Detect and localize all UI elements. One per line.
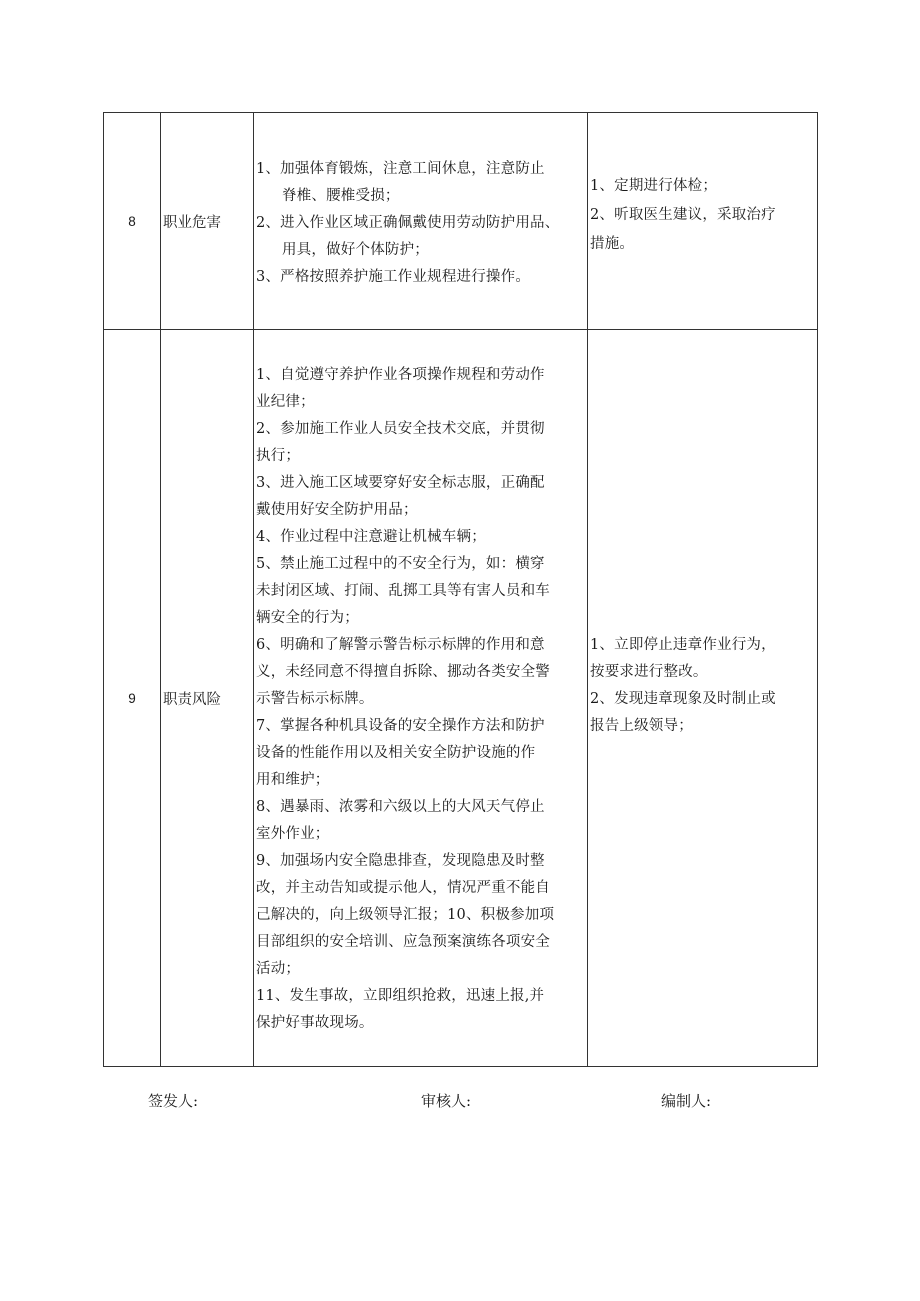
requirement-line: 戴使用好安全防护用品；	[256, 501, 418, 518]
requirement-item	[256, 156, 587, 210]
requirement-item	[256, 551, 587, 632]
requirements-cell	[254, 113, 588, 330]
signature-row	[0, 1090, 920, 1114]
requirement-item	[256, 848, 587, 983]
requirement-item	[256, 983, 587, 1037]
requirement-line: 己解决的，向上级领导汇报；10、积极参加项	[256, 906, 555, 923]
action-item	[590, 172, 817, 201]
risk-table	[103, 112, 818, 1067]
requirement-line: 11、发生事故，立即组织抢救，迅速上报,并	[256, 987, 545, 1004]
requirement-line: 业纪律；	[256, 393, 315, 410]
actions-list	[588, 632, 817, 764]
action-item	[590, 686, 817, 740]
action-line: 1、定期进行体检；	[590, 177, 718, 194]
requirement-line: 3、进入施工区域要穿好安全标志服，正确配	[256, 474, 545, 491]
requirement-line: 改，并主动告知或提示他人，情况严重不能自	[256, 879, 550, 896]
requirement-item	[256, 713, 587, 794]
requirement-line: 9、加强场内安全隐患排查，发现隐患及时整	[256, 852, 545, 869]
requirement-item	[256, 470, 587, 524]
requirement-line: 5、禁止施工过程中的不安全行为，如：横穿	[256, 555, 545, 572]
issuer-label: 签发人:	[148, 1092, 199, 1110]
action-line: 按要求进行整改。	[590, 664, 708, 680]
action-line: 1、立即停止违章作业行为，	[590, 637, 776, 653]
action-item	[590, 632, 817, 686]
action-line: 报告上级领导；	[590, 718, 693, 734]
risk-category: 职业危害	[161, 113, 254, 330]
requirement-line: 脊椎、腰椎受损；	[282, 187, 400, 204]
reviewer-label: 审核人:	[421, 1092, 472, 1110]
requirement-line: 4、作业过程中注意避让机械车辆；	[256, 528, 486, 545]
requirement-item	[256, 210, 587, 264]
requirement-line: 未封闭区域、打闹、乱掷工具等有害人员和车	[256, 582, 550, 599]
requirements-cell	[254, 330, 588, 1067]
requirement-line: 8、遇暴雨、浓雾和六级以上的大风天气停止	[256, 798, 545, 815]
requirement-line: 用和维护；	[256, 771, 330, 788]
actions-cell	[588, 330, 818, 1067]
requirement-line: 保护好事故现场。	[256, 1014, 374, 1031]
table-row	[104, 330, 818, 1067]
requirement-line: 2、参加施工作业人员安全技术交底，并贯彻	[256, 420, 545, 437]
requirement-line: 设备的性能作用以及相关安全防护设施的作	[256, 744, 536, 761]
requirement-line: 2、进入作业区域正确佩戴使用劳动防护用品、	[256, 214, 560, 231]
requirement-item	[256, 416, 587, 470]
compiler-label: 编制人:	[661, 1092, 712, 1110]
actions-cell	[588, 113, 818, 330]
requirement-line: 活动；	[256, 960, 301, 977]
table-row	[104, 113, 818, 330]
requirement-line: 辆安全的行为；	[256, 609, 359, 626]
requirement-line: 1、加强体育锻炼，注意工间休息，注意防止	[256, 160, 545, 177]
requirement-item	[256, 362, 587, 416]
requirement-line: 6、明确和了解警示警告标示标牌的作用和意	[256, 636, 545, 653]
requirement-item	[256, 524, 587, 551]
requirements-list	[254, 360, 587, 1037]
requirement-line: 执行；	[256, 447, 301, 464]
action-line: 措施。	[590, 235, 635, 252]
action-line: 2、听取医生建议，采取治疗	[590, 206, 776, 223]
row-number: 9	[104, 330, 161, 1067]
requirement-item	[256, 264, 587, 291]
action-item	[590, 201, 817, 259]
requirement-line: 目部组织的安全培训、应急预案演练各项安全	[256, 933, 550, 950]
row-number: 8	[104, 113, 161, 330]
risk-category: 职责风险	[161, 330, 254, 1067]
actions-list	[588, 172, 817, 271]
requirement-line: 用具，做好个体防护；	[282, 241, 429, 258]
requirement-line: 示警告标示标牌。	[256, 690, 374, 707]
action-line: 2、发现违章现象及时制止或	[590, 691, 776, 707]
requirement-line: 义，未经同意不得擅自拆除、挪动各类安全警	[256, 663, 550, 680]
requirement-item	[256, 794, 587, 848]
requirement-item	[256, 632, 587, 713]
requirement-line: 3、严格按照养护施工作业规程进行操作。	[256, 268, 531, 285]
requirement-line: 1、自觉遵守养护作业各项操作规程和劳动作	[256, 366, 545, 383]
requirement-line: 7、掌握各种机具设备的安全操作方法和防护	[256, 717, 545, 734]
requirements-list	[254, 152, 587, 291]
requirement-line: 室外作业；	[256, 825, 330, 842]
